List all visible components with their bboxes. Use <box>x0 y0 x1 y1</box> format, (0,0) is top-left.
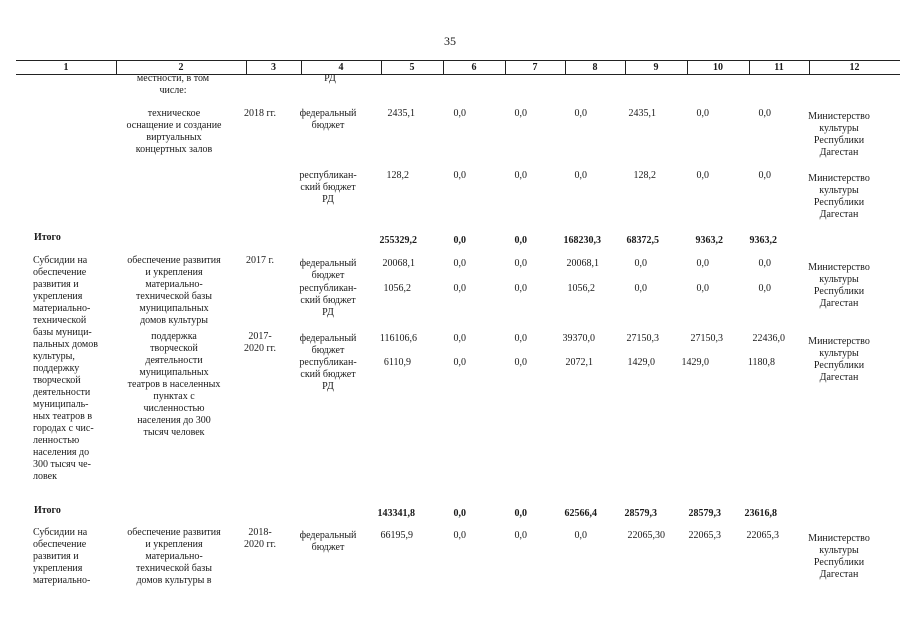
b2-a1-v7: 0,0 <box>514 258 527 269</box>
b2-a2-v11: 0,0 <box>758 283 771 294</box>
r1-purpose: техническое оснащение и создание виртуальных концертных залов <box>126 108 222 155</box>
b2-b1-source: федеральный бюджет <box>299 333 357 356</box>
r1-source: федеральный бюджет <box>299 108 357 131</box>
total1-v11: 9363,2 <box>749 235 777 246</box>
page-number: 35 <box>444 34 456 48</box>
header-col-3: 3 <box>271 62 276 73</box>
total2-v8: 62566,4 <box>564 508 597 519</box>
b2-a2-source: республикан- ский бюджет РД <box>299 283 357 318</box>
r2-exec: Министерство культуры Республики Дагестан <box>808 173 870 220</box>
header-col-4: 4 <box>338 62 344 73</box>
b2-a1-v8: 20068,1 <box>566 258 599 269</box>
b3-v9: 22065,30 <box>627 530 665 541</box>
b2-purpose-b: поддержка творческой деятельности муниципальных театров в населенных пунктах с численностью населения до 300 тысяч человек <box>127 331 221 438</box>
header-col-1: 1 <box>63 62 69 73</box>
total2-v7: 0,0 <box>514 508 527 519</box>
cont-source: РД <box>324 73 336 84</box>
header-col-5: 5 <box>409 62 415 73</box>
header-col-10: 10 <box>713 62 723 73</box>
total1-label: Итого <box>34 232 61 243</box>
b2-a2-v7: 0,0 <box>514 283 527 294</box>
b2-b2-source: республикан- ский бюджет РД <box>299 357 357 392</box>
header-col-8: 8 <box>592 62 598 73</box>
b2-a1-source: федеральный бюджет <box>299 258 357 281</box>
b2-exec-a: Министерство культуры Республики Дагестан <box>808 262 870 309</box>
total2-v11: 23616,8 <box>744 508 777 519</box>
r2-v5: 128,2 <box>386 170 409 181</box>
b2-a1-v6: 0,0 <box>453 258 466 269</box>
b2-b1-v5: 116106,6 <box>379 333 417 344</box>
total1-v8: 168230,3 <box>563 235 601 246</box>
b3-exec: Министерство культуры Республики Дагестан <box>808 533 870 580</box>
b2-a2-v9: 0,0 <box>634 283 647 294</box>
header-col-2: 2 <box>178 62 184 73</box>
b3-v8: 0,0 <box>574 530 587 541</box>
r2-v6: 0,0 <box>453 170 466 181</box>
r1-v9: 2435,1 <box>628 108 656 119</box>
b3-v6: 0,0 <box>453 530 466 541</box>
b3-v10: 22065,3 <box>688 530 721 541</box>
b2-a2-v6: 0,0 <box>453 283 466 294</box>
total2-label: Итого <box>34 505 61 516</box>
b3-v11: 22065,3 <box>746 530 779 541</box>
b2-b2-v11: 1180,8 <box>747 357 775 368</box>
r1-v5: 2435,1 <box>387 108 415 119</box>
b3-purpose: обеспечение развития и укрепления материально- технической базы домов культуры в <box>127 527 221 586</box>
b2-b1-v9: 27150,3 <box>626 333 659 344</box>
b2-name: Субсидии на обеспечение развития и укрепления материально- технической базы муници- пальных домов культуры, поддержку творческой деятельности муниципаль- ных театров в городах с чис- ленностью населения до 300 тысяч че- ловек <box>33 255 98 482</box>
b3-year: 2018- 2020 гг. <box>243 527 277 550</box>
b3-v7: 0,0 <box>514 530 527 541</box>
r1-exec: Министерство культуры Республики Дагестан <box>808 111 870 158</box>
b2-b2-v10: 1429,0 <box>681 357 709 368</box>
r2-v11: 0,0 <box>758 170 771 181</box>
r2-v10: 0,0 <box>696 170 709 181</box>
r1-v10: 0,0 <box>696 108 709 119</box>
total2-v5: 143341,8 <box>377 508 415 519</box>
b2-b2-v7: 0,0 <box>514 357 527 368</box>
total1-v6: 0,0 <box>453 235 466 246</box>
total2-v9: 28579,3 <box>624 508 657 519</box>
r2-v8: 0,0 <box>574 170 587 181</box>
b2-a1-v5: 20068,1 <box>382 258 415 269</box>
r1-v6: 0,0 <box>453 108 466 119</box>
r2-source: республикан- ский бюджет РД <box>299 170 357 205</box>
b2-a2-v10: 0,0 <box>696 283 709 294</box>
header-col-7: 7 <box>532 62 538 73</box>
b2-year-a: 2017 г. <box>246 255 274 266</box>
r2-v9: 128,2 <box>633 170 656 181</box>
b2-b1-v8: 39370,0 <box>562 333 595 344</box>
b2-a1-v9: 0,0 <box>634 258 647 269</box>
r1-v7: 0,0 <box>514 108 527 119</box>
b2-b2-v8: 2072,1 <box>565 357 593 368</box>
b2-a2-v8: 1056,2 <box>567 283 595 294</box>
b2-a1-v10: 0,0 <box>696 258 709 269</box>
total2-v6: 0,0 <box>453 508 466 519</box>
b2-b1-v6: 0,0 <box>453 333 466 344</box>
header-col-12: 12 <box>849 62 860 73</box>
b2-b2-v5: 6110,9 <box>383 357 411 368</box>
b2-b2-v6: 0,0 <box>453 357 466 368</box>
header-col-9: 9 <box>653 62 659 73</box>
b2-b2-v9: 1429,0 <box>627 357 655 368</box>
b2-a1-v11: 0,0 <box>758 258 771 269</box>
b3-name: Субсидии на обеспечение развития и укрепления материально- <box>33 527 91 586</box>
b2-b1-v7: 0,0 <box>514 333 527 344</box>
total1-v10: 9363,2 <box>695 235 723 246</box>
b2-purpose-a: обеспечение развития и укрепления материально- технической базы муниципальных домов культуры <box>127 255 221 326</box>
total1-v5: 255329,2 <box>379 235 417 246</box>
b2-exec-b: Министерство культуры Республики Дагестан <box>808 336 870 383</box>
header-col-11: 11 <box>774 62 784 73</box>
total2-v10: 28579,3 <box>688 508 721 519</box>
total1-v7: 0,0 <box>514 235 527 246</box>
b3-v5: 66195,9 <box>380 530 413 541</box>
cont-purpose: местности, в том числе: <box>136 73 210 96</box>
b2-b1-v10: 27150,3 <box>690 333 723 344</box>
b3-source: федеральный бюджет <box>299 530 357 553</box>
b2-year-b: 2017- 2020 гг. <box>243 331 277 354</box>
r1-year: 2018 гг. <box>243 108 277 119</box>
total1-v9: 68372,5 <box>626 235 659 246</box>
r1-v11: 0,0 <box>758 108 771 119</box>
b2-a2-v5: 1056,2 <box>383 283 411 294</box>
b2-b1-v11: 22436,0 <box>752 333 785 344</box>
header-col-6: 6 <box>471 62 477 73</box>
r1-v8: 0,0 <box>574 108 587 119</box>
r2-v7: 0,0 <box>514 170 527 181</box>
